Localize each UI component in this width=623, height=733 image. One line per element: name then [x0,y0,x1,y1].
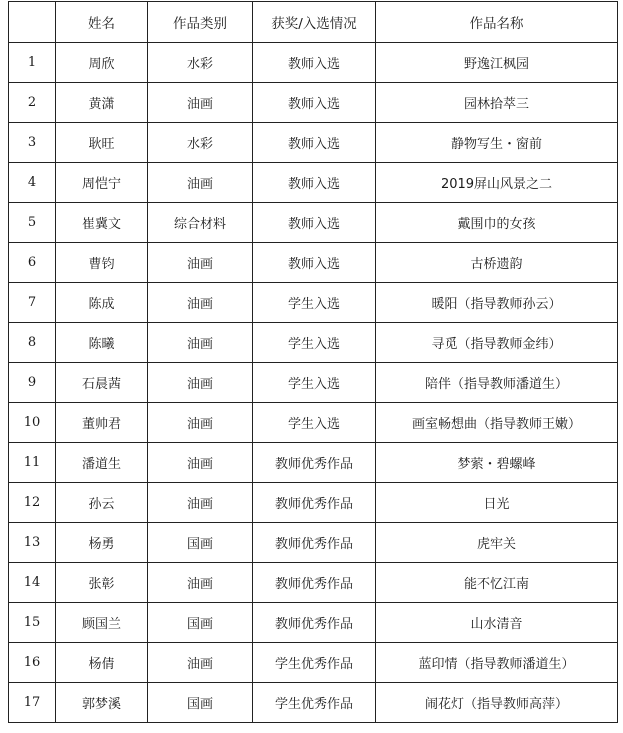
work-category: 油画 [148,483,253,523]
work-category: 水彩 [148,123,253,163]
artist-name: 郭梦溪 [56,683,148,723]
award-status: 学生优秀作品 [253,643,376,683]
artist-name: 陈曦 [56,323,148,363]
table-row [9,43,618,83]
table-row [9,643,618,683]
award-table [8,1,618,723]
header-title: 作品名称 [376,2,618,43]
row-index: 5 [9,203,56,243]
work-title: 寻觅（指导教师金纬） [376,323,618,363]
row-index: 13 [9,523,56,563]
artist-name: 潘道生 [56,443,148,483]
work-title: 静物写生・窗前 [376,123,618,163]
work-category: 油画 [148,643,253,683]
artist-name: 黄潇 [56,83,148,123]
artist-name: 董帅君 [56,403,148,443]
row-index: 3 [9,123,56,163]
header-category: 作品类别 [148,2,253,43]
work-title: 戴围巾的女孩 [376,203,618,243]
award-status: 教师入选 [253,203,376,243]
table-row [9,563,618,603]
award-status: 教师入选 [253,83,376,123]
row-index: 11 [9,443,56,483]
work-title: 虎牢关 [376,523,618,563]
header-name: 姓名 [56,2,148,43]
award-status: 教师优秀作品 [253,483,376,523]
table-row [9,363,618,403]
award-status: 教师优秀作品 [253,563,376,603]
artist-name: 杨勇 [56,523,148,563]
work-title: 2019屏山风景之二 [376,163,618,203]
work-category: 国画 [148,603,253,643]
table-header [9,2,618,43]
award-status: 教师优秀作品 [253,443,376,483]
artist-name: 孙云 [56,483,148,523]
artist-name: 曹钧 [56,243,148,283]
work-category: 国画 [148,683,253,723]
row-index: 1 [9,43,56,83]
table-row [9,283,618,323]
award-status: 学生入选 [253,363,376,403]
header-award: 获奖/入选情况 [253,2,376,43]
artist-name: 周恺宁 [56,163,148,203]
table-row [9,163,618,203]
work-title: 山水清音 [376,603,618,643]
work-title: 梦萦・碧螺峰 [376,443,618,483]
award-status: 学生入选 [253,283,376,323]
table-row [9,683,618,723]
work-title: 野逸江枫园 [376,43,618,83]
artist-name: 石晨茜 [56,363,148,403]
artist-name: 崔冀文 [56,203,148,243]
work-title: 日光 [376,483,618,523]
artist-name: 杨倩 [56,643,148,683]
work-category: 油画 [148,443,253,483]
work-title: 画室畅想曲（指导教师王嫩） [376,403,618,443]
row-index: 17 [9,683,56,723]
work-category: 油画 [148,83,253,123]
row-index: 12 [9,483,56,523]
artist-name: 顾国兰 [56,603,148,643]
table-row [9,243,618,283]
row-index: 10 [9,403,56,443]
award-status: 教师入选 [253,123,376,163]
work-category: 油画 [148,563,253,603]
work-category: 综合材料 [148,203,253,243]
table-row [9,123,618,163]
header-index [9,2,56,43]
award-status: 学生入选 [253,403,376,443]
work-title: 园林拾萃三 [376,83,618,123]
award-list-sheet [8,1,618,723]
award-status: 教师入选 [253,43,376,83]
row-index: 7 [9,283,56,323]
table-row [9,323,618,363]
work-title: 陪伴（指导教师潘道生） [376,363,618,403]
header-row [9,2,618,43]
table-row [9,83,618,123]
row-index: 2 [9,83,56,123]
work-title: 暖阳（指导教师孙云） [376,283,618,323]
row-index: 9 [9,363,56,403]
award-status: 教师优秀作品 [253,603,376,643]
work-title: 能不忆江南 [376,563,618,603]
work-category: 油画 [148,283,253,323]
artist-name: 张彰 [56,563,148,603]
artist-name: 陈成 [56,283,148,323]
work-category: 油画 [148,403,253,443]
award-status: 学生入选 [253,323,376,363]
table-row [9,403,618,443]
work-title: 闹花灯（指导教师高萍） [376,683,618,723]
work-title: 蓝印情（指导教师潘道生） [376,643,618,683]
table-row [9,203,618,243]
work-category: 油画 [148,243,253,283]
work-title: 古桥遗韵 [376,243,618,283]
award-status: 教师优秀作品 [253,523,376,563]
row-index: 16 [9,643,56,683]
row-index: 6 [9,243,56,283]
artist-name: 耿旺 [56,123,148,163]
table-body [9,43,618,723]
row-index: 15 [9,603,56,643]
award-status: 教师入选 [253,163,376,203]
work-category: 油画 [148,163,253,203]
table-row [9,603,618,643]
work-category: 水彩 [148,43,253,83]
artist-name: 周欣 [56,43,148,83]
award-status: 学生优秀作品 [253,683,376,723]
table-row [9,443,618,483]
row-index: 14 [9,563,56,603]
row-index: 8 [9,323,56,363]
work-category: 油画 [148,323,253,363]
table-row [9,523,618,563]
work-category: 国画 [148,523,253,563]
work-category: 油画 [148,363,253,403]
row-index: 4 [9,163,56,203]
table-row [9,483,618,523]
award-status: 教师入选 [253,243,376,283]
